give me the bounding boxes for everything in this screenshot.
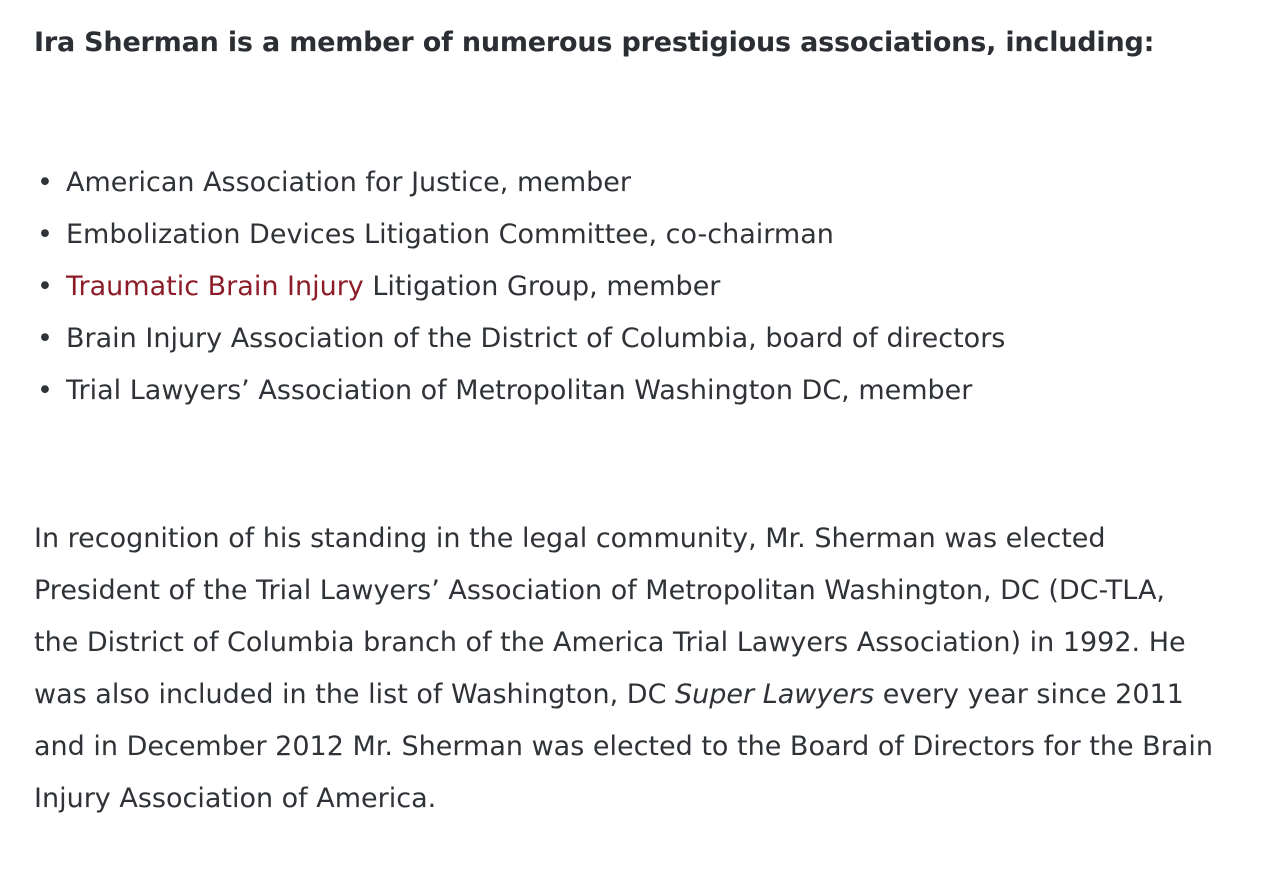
spacer-above-list: [34, 60, 1242, 157]
list-item-label: American Association for Justice, member: [66, 166, 632, 198]
super-lawyers-title: Super Lawyers: [675, 678, 875, 710]
list-item: [34, 313, 1242, 365]
traumatic-brain-injury-link[interactable]: Traumatic Brain Injury: [66, 270, 364, 302]
list-item-label: Embolization Devices Litigation Committee, co-chairman: [66, 218, 834, 250]
paragraph-part-2: every year since 2011 and in December 2012 Mr. Sherman was elected to the Board of Directors for the Brain Injury Association of America.: [34, 678, 1213, 814]
list-item: [34, 209, 1242, 261]
list-item: [34, 261, 1242, 313]
list-item-label: Brain Injury Association of the District of Columbia, board of directors: [66, 322, 1006, 354]
page-title: Ira Sherman is a member of numerous prestigious associations, including:: [34, 27, 1155, 58]
associations-list: [34, 157, 1242, 417]
list-item-label: Litigation Group, member: [363, 270, 721, 302]
list-item: [34, 157, 1242, 209]
paragraph-part-1: In recognition of his standing in the legal community, Mr. Sherman was elected President of the Trial Lawyers’ Association of Metropolitan Washington, DC (DC-TLA, the District of Columbia branch of the America Trial Lawyers Association) in 1992. He was also included in the list of Washington, DC: [34, 522, 1186, 710]
recognition-paragraph: [34, 513, 1214, 825]
list-item-label: Trial Lawyers’ Association of Metropolitan Washington DC, member: [66, 374, 973, 406]
spacer-below-list: [34, 417, 1242, 513]
list-item: [34, 365, 1242, 417]
